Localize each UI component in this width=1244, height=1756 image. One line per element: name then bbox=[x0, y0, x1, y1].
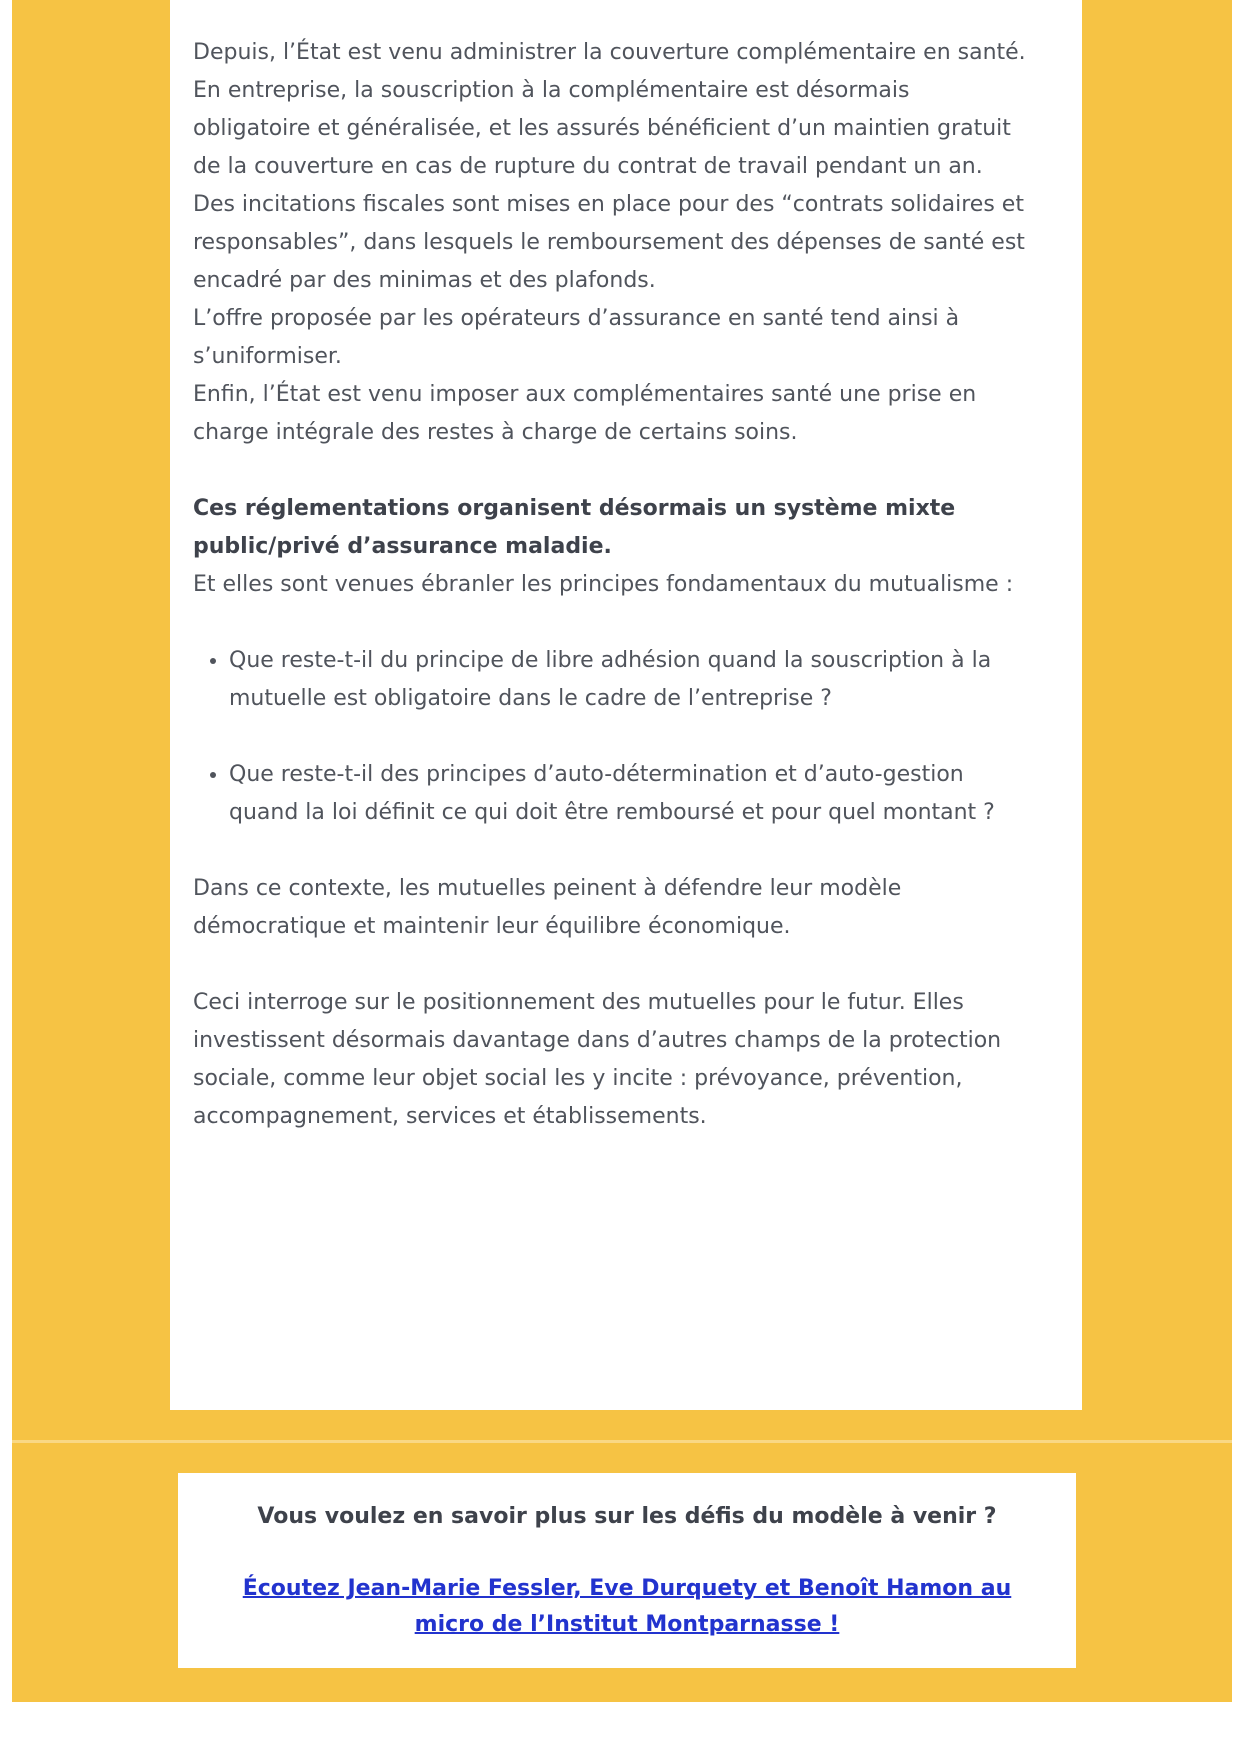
paragraph: En entreprise, la souscription à la complémentaire est désormais obligatoire et généralisée, et les assurés bénéficient d’un maintien gratuit de la couverture en cas de rupture du contrat de travail pendant un an. bbox=[193, 78, 1011, 179]
article-card bbox=[170, 0, 1082, 1410]
paragraph: Depuis, l’État est venu administrer la couverture complémentaire en santé. bbox=[193, 40, 1026, 65]
bullet-list bbox=[193, 642, 1027, 832]
bullet-item: • Que reste-t-il des principes d’auto-détermination et d’auto-gestion quand la loi définit ce qui doit être remboursé et pour quel montant ? bbox=[229, 756, 1027, 832]
cta-card bbox=[178, 1473, 1076, 1668]
paragraph: Des incitations fiscales sont mises en place pour des “contrats solidaires et responsables”, dans lesquels le remboursement des dépenses de santé est encadré par des minimas et des plafonds. bbox=[193, 192, 1025, 293]
closing-paragraph: Dans ce contexte, les mutuelles peinent à défendre leur modèle démocratique et maintenir leur équilibre économique. bbox=[193, 876, 902, 939]
section-divider bbox=[12, 1440, 1232, 1443]
bold-statement: Ces réglementations organisent désormais un système mixte public/privé d’assurance maladie. bbox=[193, 496, 956, 559]
cta-question: Vous voulez en savoir plus sur les défis du modèle à venir ? bbox=[257, 1504, 997, 1529]
paragraph: Enfin, l’État est venu imposer aux complémentaires santé une prise en charge intégrale des restes à charge de certains soins. bbox=[193, 382, 977, 445]
cta-podcast-link[interactable]: Écoutez Jean-Marie Fessler, Eve Durquety et Benoît Hamon au micro de l’Institut Montparnasse ! bbox=[242, 1576, 1012, 1637]
paragraph: L’offre proposée par les opérateurs d’assurance en santé tend ainsi à s’uniformiser. bbox=[193, 306, 960, 369]
bullet-item: • Que reste-t-il du principe de libre adhésion quand la souscription à la mutuelle est obligatoire dans le cadre de l’entreprise ? bbox=[229, 642, 1027, 718]
statement-followup: Et elles sont venues ébranler les principes fondamentaux du mutualisme : bbox=[193, 572, 1014, 597]
closing-paragraph: Ceci interroge sur le positionnement des mutuelles pour le futur. Elles investissent désormais davantage dans d’autres champs de la protection sociale, comme leur objet social les y incite : prévoyance, prévention, accompagnement, services et établissements. bbox=[193, 990, 1002, 1129]
